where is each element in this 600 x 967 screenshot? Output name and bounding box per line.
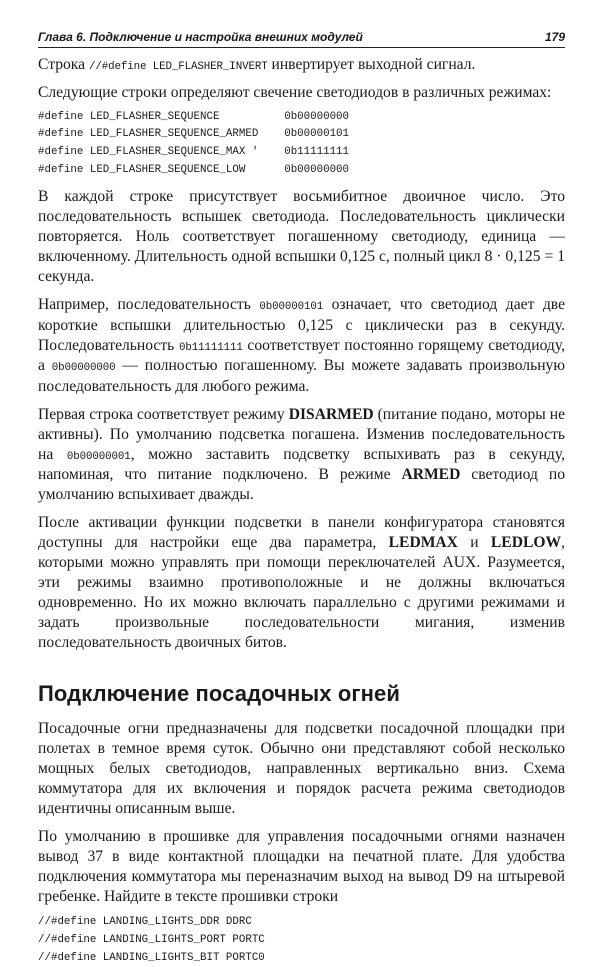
inline-code: 0b00000000 [51,362,116,375]
section-heading: Подключение посадочных огней [38,681,400,707]
code-block-landing-lights [38,914,565,967]
bold-term: LEDLOW [490,534,562,552]
chapter-title: Глава 6. Подключение и настройка внешних модулей [38,30,363,44]
inline-code: 0b11111111 [178,341,243,354]
bold-term: ARMED [401,466,461,484]
code-line: //#define LANDING_LIGHTS_PORT PORTC [38,934,265,947]
text: — полностью погашенному. Вы можете задавать произвольную последовательность для любого режима. [38,357,565,395]
text: соответствует постоянно горящему светодиоду, а [38,336,565,375]
bold-term: DISARMED [288,405,374,423]
code-line: #define LED_FLASHER_SEQUENCE_MAX ' 0b11111111 [38,145,350,158]
text: означает, что светодиод дает две короткие вспышки длительностью 0,125 с циклически раз в секунду. Последовательность [38,296,566,354]
text: (питание подано, моторы не активны). По умолчанию подсветка погашена. Изменив последовательность на [38,405,565,463]
text: инвертирует выходной сигнал. [267,56,476,73]
code-line: //#define LANDING_LIGHTS_DDR DDRC [38,916,252,929]
code-line: #define LED_FLASHER_SEQUENCE_ARMED 0b00000101 [38,128,350,141]
text: , можно заставить подсветку вспыхивать раз в секунду, напоминая, что питание подключено. В режиме [38,445,565,484]
inline-code: //#define LED_FLASHER_INVERT [88,61,268,73]
paragraph-example [38,295,565,397]
text: и [457,534,491,552]
text: светодиод по умолчанию вспыхивает дважды. [38,466,565,504]
text: Строка [38,56,89,73]
paragraph-landing-lights: Посадочные огни предназначены для подсветки посадочной площадки при полетах в темное время суток. Обычно они представляют собой несколько мощных белых светодиодов, направленных вертикально вниз. Схема коммутатора для их включения и порядок расчета режима светодиодов идентичны описанным выше. [38,720,565,818]
text: Например, последовательность [38,296,260,314]
code-block-led-sequences [38,109,565,180]
paragraph-disarmed [38,405,565,506]
code-line: #define LED_FLASHER_SEQUENCE_LOW 0b00000000 [38,163,350,176]
page-number: 179 [544,30,565,44]
paragraph-intro-lines: Следующие строки определяют свечение светодиодов в различных режимах: [38,83,552,101]
book-page [38,30,565,967]
running-header [38,30,565,48]
paragraph-binary-explanation: В каждой строке присутствует восьмибитное двоичное число. Это последовательность вспышек светодиода. Последовательность циклически повторяется. Ноль соответствует погашенному светодиоду, единица — включенному. Длительность одной вспышки 0,125 с, полный цикл 8 · 0,125 = 1 секунда. [38,188,565,286]
bold-term: LEDMAX [388,534,458,552]
code-line: //#define LANDING_LIGHTS_BIT PORTC0 [38,951,265,964]
inline-code: 0b00000001 [66,450,131,463]
text: После активации функции подсветки в панели конфигуратора становятся доступны для настройки еще два параметра, [38,514,565,552]
paragraph-ledmax-ledlow [38,513,565,653]
code-line: #define LED_FLASHER_SEQUENCE 0b00000000 [38,110,350,123]
text: Первая строка соответствует режиму [38,405,289,423]
paragraph-firmware-pin: По умолчанию в прошивке для управления посадочными огнями назначен вывод 37 в виде контактной площадки на печатной плате. Для удобства подключения коммутатора мы переназначим выход на вывод D9 на штыревой гребенке. Найдите в тексте прошивки строки [38,828,565,906]
text: , которыми можно управлять при помощи переключателей AUX. Разумеется, эти режимы взаимно противоположные и не должны включаться одновременно. Но их можно включать параллельно с другими режимами и задать произвольные последовательности мигания, изменив последовательность двоичных битов. [38,534,565,652]
inline-code: 0b00000101 [259,301,324,314]
paragraph-invert [38,55,565,76]
